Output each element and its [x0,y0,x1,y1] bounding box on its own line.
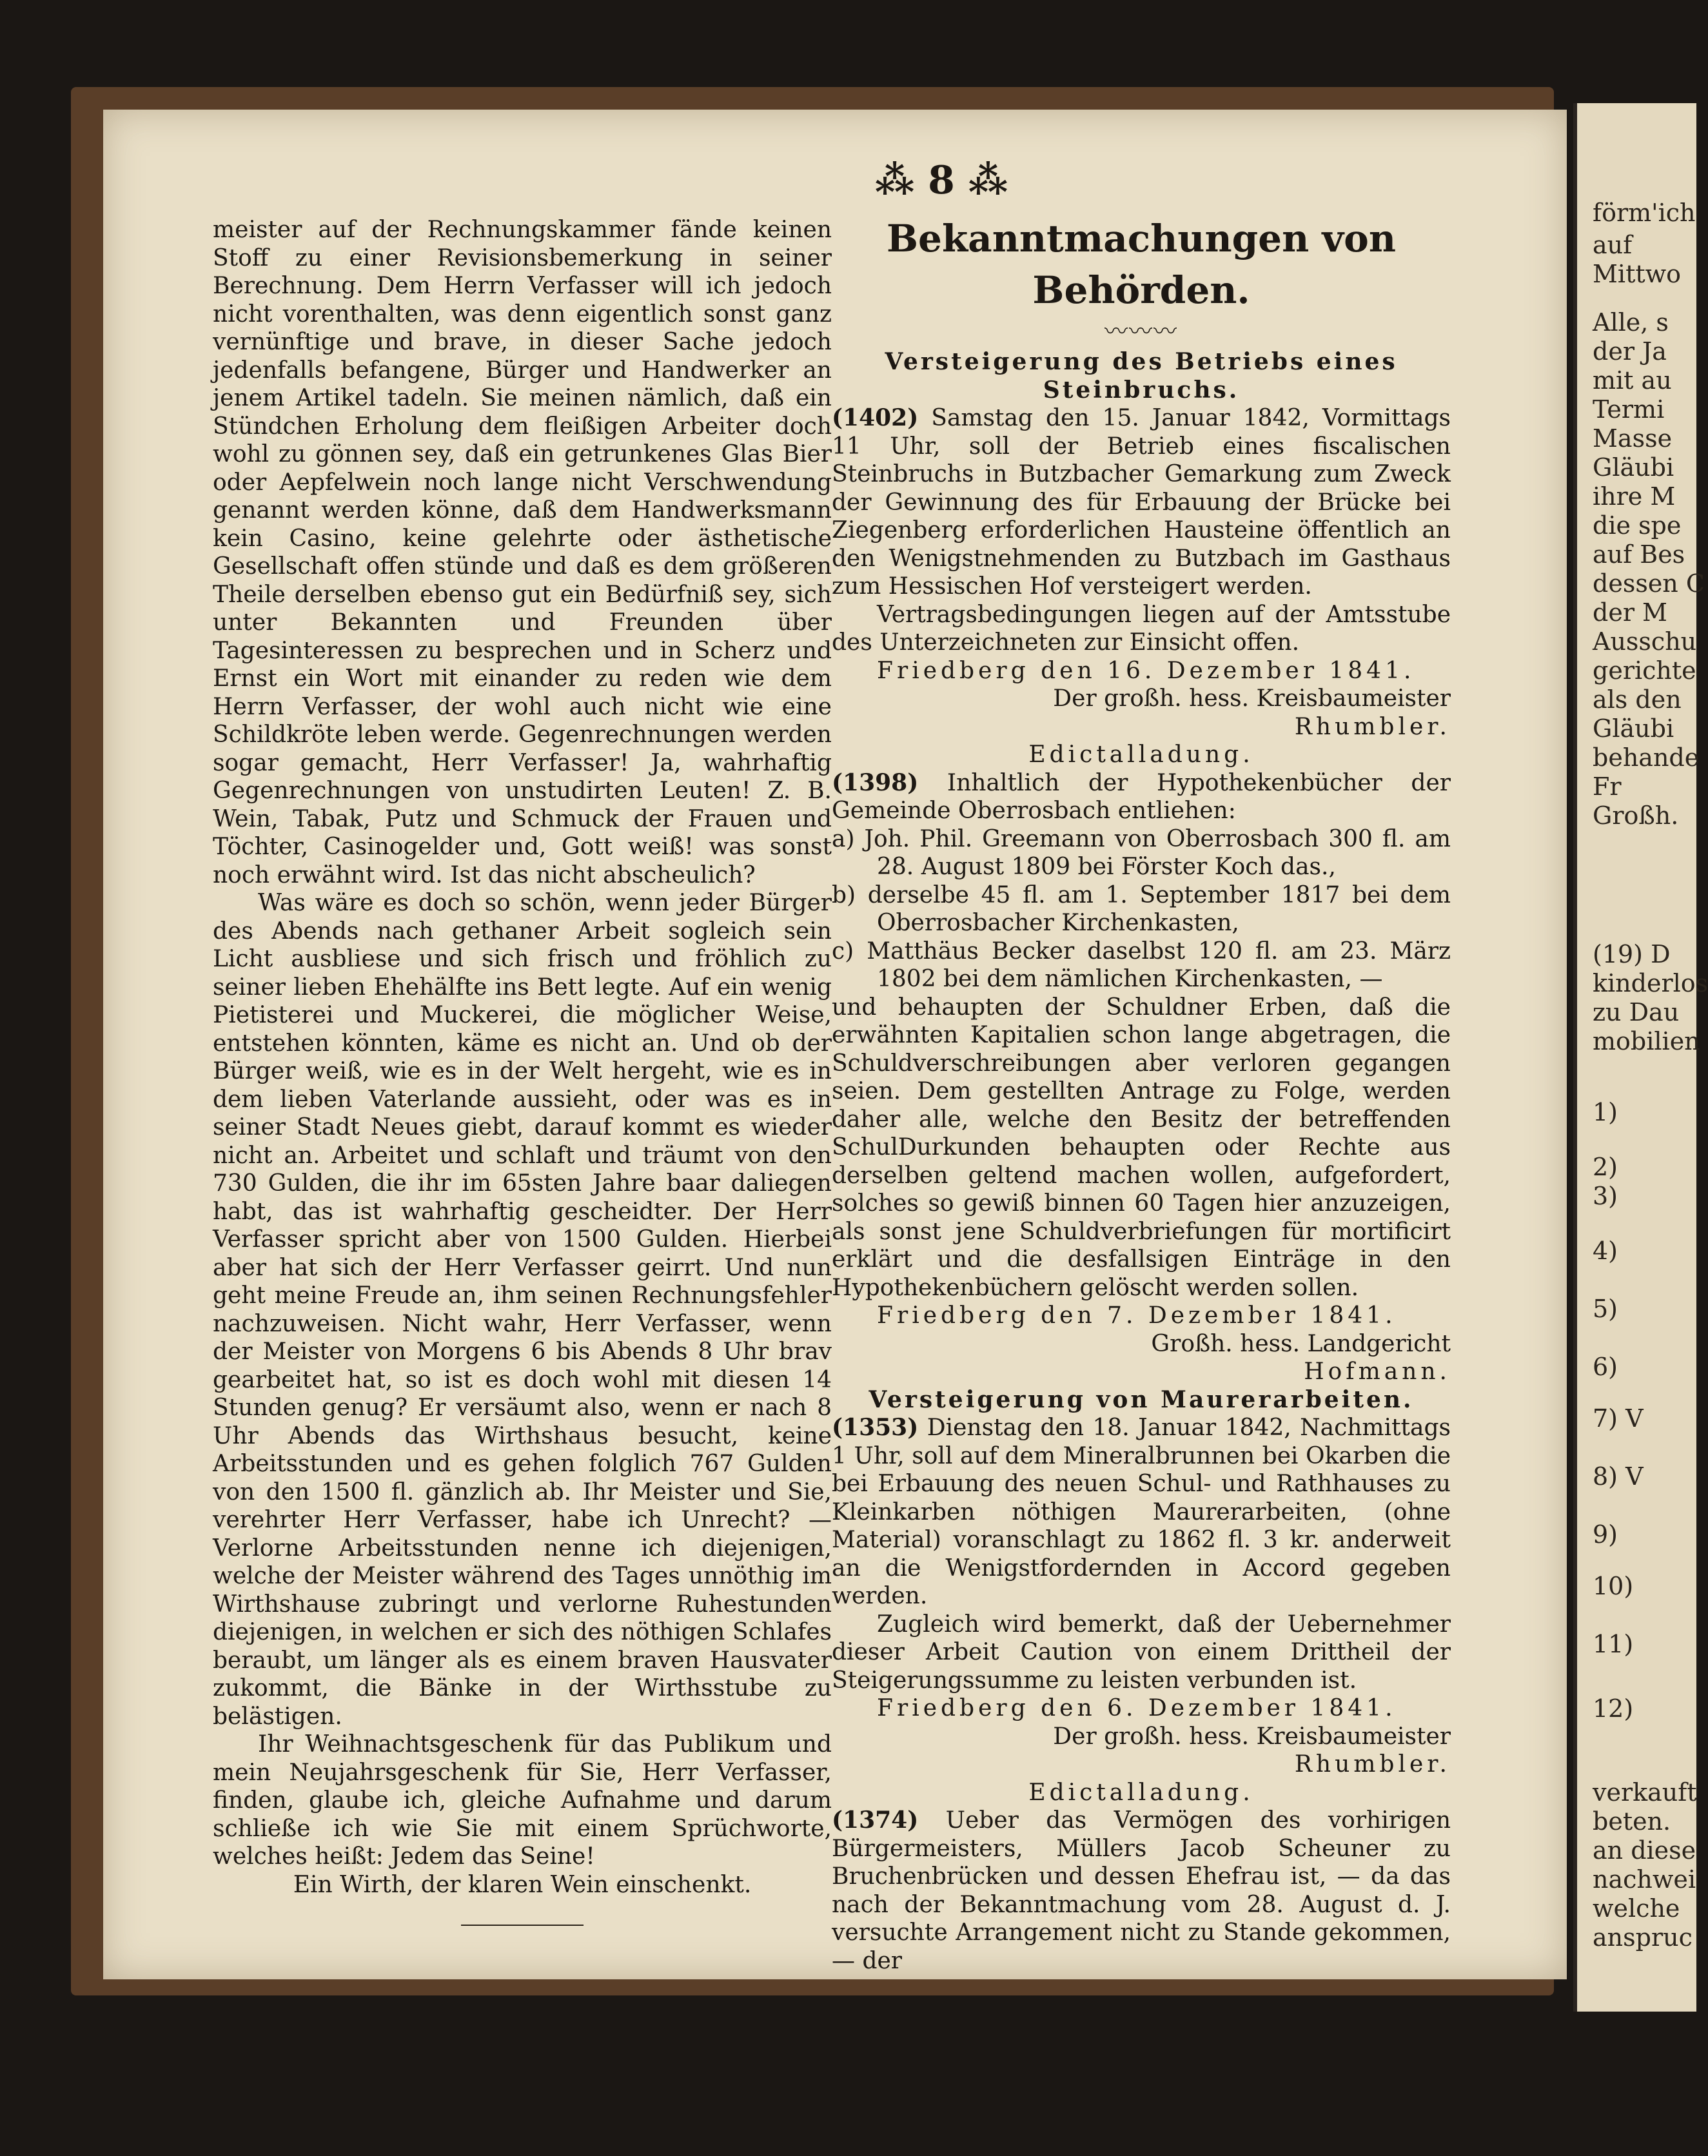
signature: Ein Wirth, der klaren Wein einschenkt. [293,1871,752,1898]
facing-page-fragment: Masse [1593,424,1673,453]
facing-page-fragment: verkauft [1593,1778,1697,1807]
facing-page-fragment: Fr [1593,772,1622,801]
facing-page-fragment: dessen C [1593,569,1705,598]
signer-name: Rhumbler. [1294,713,1451,740]
facing-page-fragment: welche [1593,1894,1680,1923]
place-date: Friedberg den 7. Dezember 1841. [877,1302,1397,1329]
facing-page-fragment: Termi [1593,395,1665,424]
facing-page-fragment: Gläubi [1593,714,1674,743]
list-item: b) derselbe 45 fl. am 1. September 1817 bei dem Oberrosbacher Kirchenkasten, [832,881,1451,936]
facing-page-fragment: an diese [1593,1836,1696,1865]
book-page [103,110,1567,1979]
notice-body: Inhaltlich der Hypothekenbücher der Gemeinde Oberrosbach entliehen: [832,769,1451,824]
facing-page-fragment: behande [1593,743,1700,772]
facing-page-fragment: beten. [1593,1807,1671,1836]
notice-number: (1398) [832,769,919,796]
facing-page-fragment: als den [1593,685,1682,714]
section-heading: Bekanntmachungen von Behörden. [887,217,1396,312]
facing-page-fragment: 2) [1593,1153,1618,1181]
notice [832,741,1451,1386]
facing-page-fragment: der M [1593,598,1667,627]
list-item: a) Joh. Phil. Greemann von Oberrosbach 300 fl. am 28. August 1809 bei Förster Koch das., [832,825,1451,880]
facing-page-fragment: (19) D [1593,940,1671,968]
notice [832,1779,1451,1975]
notice-title: Versteigerung von Maurerarbeiten. [869,1386,1414,1413]
facing-page-fragment: anspruc [1593,1923,1693,1952]
divider [461,1925,584,1926]
facing-page-fragment: 6) [1593,1353,1618,1381]
facing-page-fragment: 3) [1593,1182,1618,1210]
signer-title: Großh. hess. Landgericht [1151,1330,1451,1357]
notice-title: Versteigerung des Betriebs eines Steinbruchs. [885,348,1398,404]
facing-page-fragment: 7) V [1593,1404,1644,1433]
facing-page-fragment: zu Dau [1593,998,1680,1026]
notice-body: Dienstag den 18. Januar 1842, Nachmittags 1 Uhr, soll auf dem Mineralbrunnen bei Okarben die bei Erbauung des neuen Schul- und Rathhauses zu Kleinkarben nöthigen Maurerarbeiten, (ohne Material) voranschlagt zu 1862 fl. 3 kr. anderweit an die Wenigstfordernden in Accord gegeben werden. [832,1415,1451,1609]
left-column [213,216,832,1926]
facing-page-edge [1573,103,1708,2012]
facing-page-fragment: förm'ich [1593,199,1696,227]
facing-page-fragment: Ausschu [1593,627,1697,656]
notice [832,1386,1451,1779]
notice-number: (1374) [832,1807,919,1834]
notice-extra: Zugleich wird bemerkt, daß der Uebernehmer dieser Arbeit Caution von einem Drittheil der Steigerungssumme zu leisten verbunden ist. [832,1611,1451,1694]
notice-body: Ueber das Vermögen des vorhirigen Bürgermeisters, Müllers Jacob Scheuner zu Bruchenbrücken und dessen Ehefrau ist, — da das nach der Bekanntmachung vom 28. August d. J. versuchte Arrangement nicht zu Stande gekommen, — der [832,1807,1451,1974]
page-number: ⁂ 8 ⁂ [874,158,1008,203]
facing-page-fragment: der Ja [1593,337,1667,366]
facing-page-fragment: kinderlos [1593,969,1708,997]
facing-page-fragment: ihre M [1593,482,1676,511]
paragraph: meister auf der Rechnungskammer fände keinen Stoff zu einer Revisionsbemerkung in seiner Berechnung. Dem Herrn Verfasser will ich jedoch nicht vorenthalten, was denn eigentlich sonst ganz vernünftige und brave, in dieser Sache jedoch jedenfalls befangene, Bürger und Handwerker an jenem Artikel tadeln. Sie meinen nämlich, daß ein Stündchen Erholung dem fleißigen Arbeiter doch wohl zu gönnen sey, daß ein getrunkenes Glas Bier oder Aepfelwein noch lange nicht Verschwendung genannt werden könne, daß dem Handwerksmann kein Casino, keine gelehrte oder ästhetische Gesellschaft offen stünde und daß es dem größeren Theile derselben ebenso gut ein Bedürfniß sey, sich unter Bekannten und Freunden über Tagesinteressen zu besprechen und in Scherz und Ernst ein Wort mit einander zu reden wie dem Herrn Verfasser, der wohl auch nicht wie eine Schildkröte leben werde. Gegenrechnungen werden sogar gemacht, Herr Verfasser! Ja, wahrhaftig Gegenrechnungen von unstudirten Leuten! Z. B. Wein, Tabak, Putz und Schmuck der Frauen und Töchter, Casinogelder und, Gott weiß! was sonst noch erwähnt wird. Ist das nicht abscheulich? [213,217,832,888]
signer-name: Hofmann. [1304,1358,1451,1385]
notice-body: Samstag den 15. Januar 1842, Vormittags 11 Uhr, soll der Betrieb eines fiscalischen Steinbruchs in Butzbacher Gemarkung zum Zweck der Gewinnung des für Erbauung der Brücke bei Ziegenberg erforderlichen Hausteine öffentlich an den Wenigstnehmenden zu Butzbach im Gasthaus zum Hessischen Hof versteigert werden. [832,405,1451,600]
place-date: Friedberg den 6. Dezember 1841. [877,1695,1397,1721]
signer-title: Der großh. hess. Kreisbaumeister [1053,685,1451,712]
facing-page-fragment: 9) [1593,1520,1618,1549]
facing-page-fragment: Mittwo [1593,260,1682,288]
notice-number: (1402) [832,404,919,431]
facing-page-fragment: auf [1593,231,1633,259]
right-column [832,213,1451,1975]
facing-page-fragment: 8) V [1593,1462,1644,1491]
notice-extra: und behaupten der Schuldner Erben, daß die erwähnten Kapitalien schon lange abgetragen, die Schuldverschreibungen aber verloren gegangen seien. Dem gestellten Antrage zu Folge, werden daher alle, welche den Besitz der betreffenden SchulDurkunden behaupten oder Rechte aus derselben geltend machen wollen, aufgefordert, solches so gewiß binnen 60 Tagen hier anzuzeigen, als sonst jene Schuldverbriefungen für mortificirt erklärt und die desfallsigen Einträge in den Hypothekenbüchern gelöscht werden sollen. [832,994,1451,1301]
list-item: c) Matthäus Becker daselbst 120 fl. am 23. März 1802 bei dem nämlichen Kirchenkasten, — [832,937,1451,992]
signer-name: Rhumbler. [1294,1751,1451,1778]
place-date: Friedberg den 16. Dezember 1841. [877,657,1415,684]
ornament: 〰〰〰 [1104,318,1178,345]
notice-number: (1353) [832,1414,919,1441]
paragraph: Ihr Weihnachtsgeschenk für das Publikum und mein Neujahrsgeschenk für Sie, Herr Verfasser, finden, glaube ich, gleiche Aufnahme und darum schließe ich wie Sie mit einem Sprüchworte, welches heißt: Jedem das Seine! [213,1731,832,1870]
notice-title: Edictalladung. [1028,1779,1254,1806]
facing-page-fragment: mobilien [1593,1027,1700,1055]
facing-page-fragment: 1) [1593,1098,1618,1126]
facing-page-fragment: 4) [1593,1237,1618,1265]
signer-title: Der großh. hess. Kreisbaumeister [1053,1723,1451,1750]
facing-page-fragment: gerichte [1593,656,1696,685]
facing-page-fragment: 10) [1593,1572,1634,1600]
notice-title: Edictalladung. [1028,741,1254,768]
facing-page-fragment: 12) [1593,1694,1634,1723]
facing-page-fragment: 5) [1593,1295,1618,1323]
facing-page-fragment: Großh. [1593,801,1679,830]
facing-page-fragment: die spe [1593,511,1682,540]
facing-page-fragment: auf Bes [1593,540,1685,569]
facing-page-fragment: Gläubi [1593,453,1674,482]
facing-page-fragment: Alle, s [1593,308,1669,337]
facing-page-fragment: 11) [1593,1630,1634,1658]
notice-extra: Vertragsbedingungen liegen auf der Amtsstube des Unterzeichneten zur Einsicht offen. [832,601,1451,656]
notice [832,348,1451,741]
facing-page-fragment: nachwei [1593,1865,1696,1894]
facing-page-fragment: mit au [1593,366,1672,395]
paragraph: Was wäre es doch so schön, wenn jeder Bürger des Abends nach gethaner Arbeit sogleich sein Licht ausbliese und sich frisch und fröhlich zu seiner lieben Ehehälfte ins Bett legte. Auf ein wenig Pietisterei und Muckerei, die möglicher Weise, entstehen könnten, käme es nicht an. Und ob der Bürger weiß, wie es in der Welt hergeht, wie es in dem lieben Vaterlande aussieht, oder was es in seiner Stadt Neues giebt, darauf kommt es wieder nicht an. Arbeitet und schlaft und träumt von den 730 Gulden, die ihr im 65sten Jahre baar daliegen habt, das ist wahrhaftig gescheidter. Der Herr Verfasser spricht aber von 1500 Gulden. Hierbei aber hat sich der Herr Verfasser geirrt. Und nun geht meine Freude an, ihm seinen Rechnungsfehler nachzuweisen. Nicht wahr, Herr Verfasser, wenn der Meister von Morgens 6 bis Abends 8 Uhr brav gearbeitet hat, so ist es doch wohl mit diesen 14 Stunden genug? Er versäumt also, wenn er nach 8 Uhr Abends das Wirthshaus besucht, keine Arbeitsstunden und es gehen folglich 767 Gulden von den 1500 fl. gänzlich ab. Ihr Meister und Sie, verehrter Herr Verfasser, habe ich Unrecht? — Verlorne Arbeitsstunden nenne ich diejenigen, welche der Meister während des Tages unnöthig im Wirthshause zubringt und verlorne Ruhestunden diejenigen, in welchen er sich des nöthigen Schlafes beraubt, um länger als es einem braven Hausvater zukommt, die Bänke in der Wirthsstube zu belästigen. [213,890,832,1730]
